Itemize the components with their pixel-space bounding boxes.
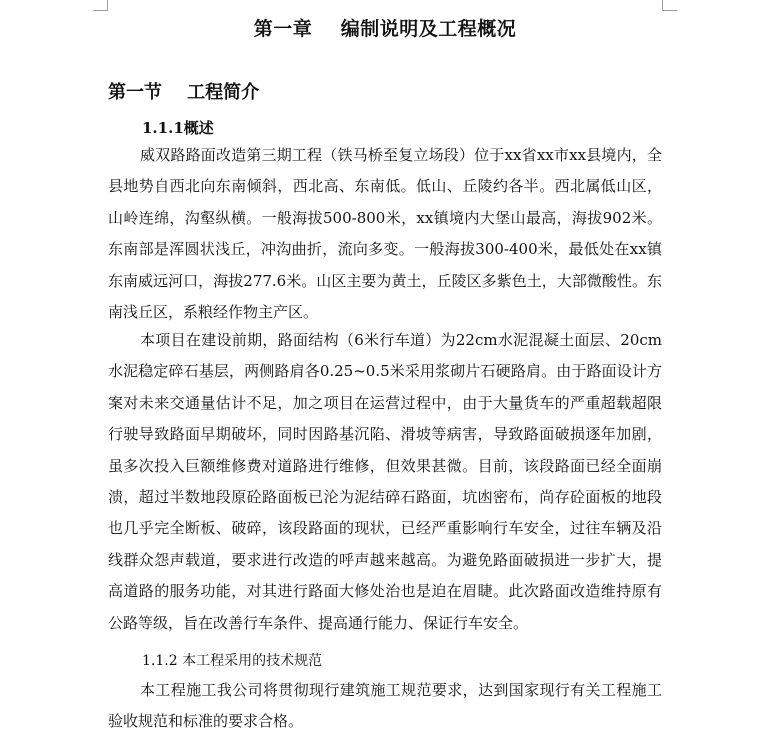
chapter-title: 第一章 编制说明及工程概况 xyxy=(253,18,517,40)
paragraph-project-background: 本项目在建设前期，路面结构（6米行车道）为22cm水泥混凝土面层、20cm水泥稳定碎石基层，两侧路肩各0.25~0.5米采用浆砌片石硬路肩。由于路面设计方案对未来交通量估计不足，加之项目在运营过程中，由于大量货车的严重超载超限行驶导致路面早期破坏，同时因路基沉陷、滑坡等病害，导致路面破损逐年加剧，虽多次投入巨额维修费对道路进行维修，但效果甚微。目前，该段路面已经全面崩溃，超过半数地段原砼路面板已沦为泥结碎石路面，坑凼密布，尚存砼面板的地段也几乎完全断板、破碎，该段路面的现状，已经严重影响行车安全，过往车辆及沿线群众怨声载道，要求进行改造的呼声越来越高。为避免路面破损进一步扩大，提高道路的服务功能，对其进行路面大修处治也是迫在眉睫。此次路面改造维持原有公路等级，旨在改善行车条件、提高通行能力、保证行车安全。 xyxy=(108,331,662,632)
subsection-heading-overview: 1.1.1概述 xyxy=(142,119,214,137)
section-title: 第一节 工程简介 xyxy=(108,82,260,103)
subsection-heading-technical-specs: 1.1.2 本工程采用的技术规范 xyxy=(142,653,323,669)
crop-mark-top-left xyxy=(93,0,108,11)
paragraph-overview-location: 威双路路面改造第三期工程（铁马桥至复立场段）位于xx省xx市xx县境内，全县地势自西北向东南倾斜，西北高、东南低。低山、丘陵约各半。西北属低山区，山岭连绵，沟壑纵横。一般海拔500-800米，xx镇境内大堡山最高，海拔902米。东南部是浑圆状浅丘，冲沟曲折，流向多变。一般海拔300-400米，最低处在xx镇东南威远河口，海拔277.6米。山区主要为黄土，丘陵区多紫色土，大部微酸性。东南浅丘区，系粮经作物主产区。 xyxy=(108,146,662,322)
crop-mark-top-right xyxy=(662,0,677,11)
paragraph-technical-specs: 本工程施工我公司将贯彻现行建筑施工规范要求，达到国家现行有关工程施工验收规范和标准的要求合格。 xyxy=(108,681,662,731)
